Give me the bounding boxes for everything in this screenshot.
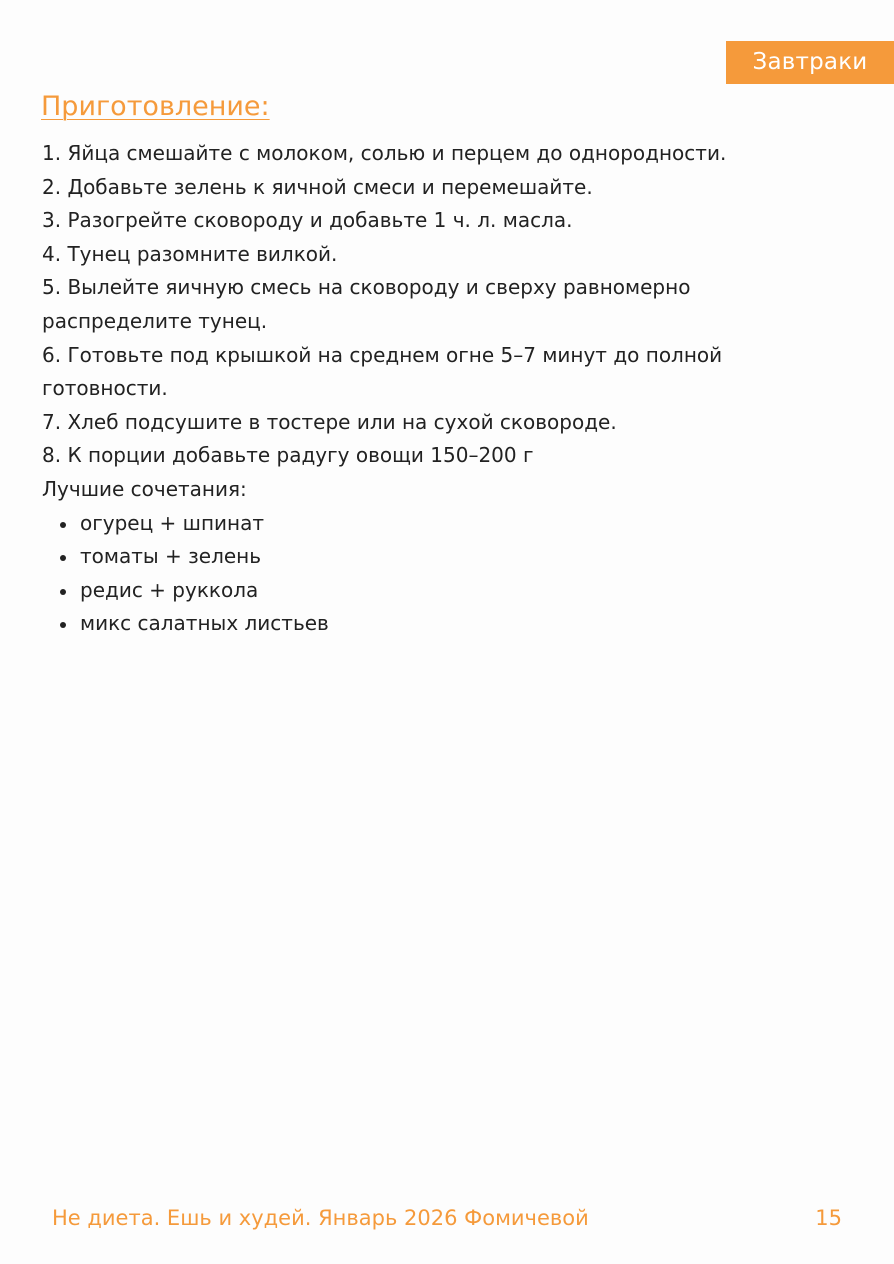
step-line: 6. Готовьте под крышкой на среднем огне 5–7 минут до полной [42,342,723,367]
section-tag: Завтраки [726,41,894,84]
step-line: 3. Разогрейте сковороду и добавьте 1 ч. л. масла. [42,208,573,233]
step-line: распределите тунец. [42,308,268,333]
combo-text: редис + руккола [80,577,259,602]
bullet-icon [60,622,66,628]
section-heading: Приготовление: [41,91,270,122]
step-line: 2. Добавьте зелень к яичной смеси и перемешайте. [42,174,593,199]
combo-item [42,540,842,574]
combo-item [42,607,842,641]
combo-text: микс салатных листьев [80,611,329,636]
step-line: готовности. [42,376,168,401]
combo-item [42,574,842,608]
combos-list [42,507,842,641]
combo-item [42,507,842,541]
step-line: 4. Тунец разомните вилкой. [42,241,338,266]
bullet-icon [60,555,66,561]
footer-title: Не диета. Ешь и худей. Январь 2026 Фомичевой [52,1206,589,1230]
step-line: 8. К порции добавьте радугу овощи 150–200 г [42,443,534,468]
combos-label: Лучшие сочетания: [42,476,247,501]
step-line: 7. Хлеб подсушите в тостере или на сухой сковороде. [42,409,617,434]
step-line: 1. Яйца смешайте с молоком, солью и перцем до однородности. [42,141,727,165]
recipe-instructions [42,137,842,641]
combo-text: томаты + зелень [80,544,262,569]
combo-text: огурец + шпинат [80,510,265,535]
bullet-icon [60,522,66,528]
step-line: 5. Вылейте яичную смесь на сковороду и сверху равномерно [42,275,691,300]
page-number: 15 [815,1206,842,1230]
bullet-icon [60,589,66,595]
